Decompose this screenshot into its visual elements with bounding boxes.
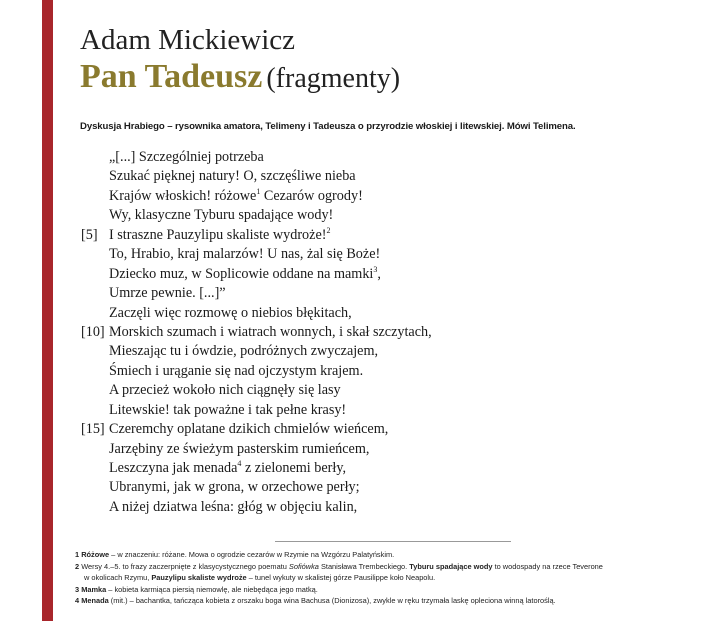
poem-line-text	[109, 206, 333, 225]
footnote-4	[75, 595, 715, 607]
margin-accent-bar	[42, 0, 53, 621]
footnote-text: – tunel wykuty w skalistej górze Pausilippe koło Neapolu.	[246, 573, 436, 582]
footnote-text: (mit.) – bachantka, tańcząca kobieta z orszaku boga wina Bachusa (Dionizosa), zwykle w ręku trzymała laskę opleciona winną latoroślą.	[108, 596, 556, 605]
poem-text: z zielonemi berły,	[241, 460, 347, 476]
poem-line-text	[109, 187, 363, 207]
poem-text: Szukać pięknej natury! O, szczęśliwe nieba	[109, 168, 356, 185]
poem-line-text	[109, 420, 388, 439]
footnote-text: Wersy 4.–5. to frazy zaczerpnięte z klasycystycznego poematu	[81, 561, 289, 571]
poem-line-text	[109, 498, 357, 517]
poem-text: Leszczyna jak menada	[109, 460, 238, 476]
footnote-1	[75, 549, 715, 561]
footnote-mark: 3	[75, 584, 80, 594]
poem-text: Wy, klasyczne Tyburu spadające wody!	[109, 207, 334, 224]
footnote-term: Menada	[81, 596, 109, 605]
poem-line-text	[109, 342, 378, 361]
poem-text: Czeremchy oplatane dzikich chmielów wieńcem,	[109, 421, 389, 438]
poem-text: „[...] Szczególniej potrzeba	[109, 149, 264, 165]
poem-line-text	[109, 226, 330, 246]
footnote-text: w okolicach Rzymu,	[84, 573, 152, 582]
footnote-2-continued	[75, 572, 715, 584]
line-number: [15]	[81, 421, 105, 438]
poem-text: Ubranymi, jak w grona, w orzechowe perły;	[109, 479, 360, 496]
poem-line-text	[109, 304, 352, 323]
poem-line-text	[109, 148, 264, 167]
footnote-text: Stanisława Trembeckiego.	[318, 561, 410, 571]
poem-text: Mieszając tu i ówdzie, podróżnych zwyczajem,	[109, 343, 379, 360]
footnote-text: to wodospady na rzece Teverone	[492, 561, 603, 571]
footnote-mark: 1	[75, 550, 80, 559]
page	[75, 0, 715, 621]
poem-text: Litewskie! tak poważne i tak pełne krasy!	[109, 401, 347, 418]
poem-line-text	[109, 401, 346, 420]
footnote-3	[75, 584, 715, 596]
poem-text: Jarzębiny ze świeżym pasterskim rumieńcem,	[109, 440, 370, 457]
poem-line-text	[109, 478, 360, 497]
poem-text: Dziecko muz, w Soplicowie oddane na mamki	[109, 265, 374, 282]
poem-line-text	[109, 440, 369, 459]
poem-text: Krajów włoskich! różowe	[109, 187, 257, 204]
poem-text: Morskich szumach i wiatrach wonnych, i skał szczytach,	[109, 323, 432, 340]
footnote-ref: 4	[237, 459, 242, 468]
poem-text: I straszne Pauzylipu skaliste wydroże!	[109, 226, 327, 243]
work-title	[80, 58, 400, 96]
footnote-term: Mamka	[81, 584, 107, 594]
footnote-ref: 1	[256, 186, 261, 196]
footnotes	[75, 549, 715, 607]
poem-line-text	[109, 323, 432, 342]
poem-line-text	[109, 459, 346, 479]
poem-line-text	[109, 362, 363, 381]
footnote-mark: 2	[75, 561, 80, 571]
poem-line-text	[109, 381, 341, 400]
poem-text: Zaczęli więc rozmowę o niebios błękitach,	[109, 304, 352, 321]
footnote-term: Pauzylipu skaliste wydroże	[151, 573, 247, 582]
title-subtitle: (fragmenty)	[266, 63, 401, 94]
intro-text: Dyskusja Hrabiego – rysownika amatora, Telimeny i Tadeusza o przyrodzie włoskiej i litewskiej. Mówi Telimena.	[80, 121, 576, 132]
title-main: Pan Tadeusz	[80, 58, 263, 95]
footnote-divider	[275, 541, 511, 542]
poem-line-text	[109, 284, 226, 303]
footnote-term: Tyburu spadające wody	[409, 561, 493, 571]
poem-text: Umrze pewnie. [...]”	[109, 285, 226, 302]
footnote-term: Różowe	[81, 550, 110, 559]
footnote-italic: Sofiówka	[288, 561, 319, 571]
poem-line-text	[109, 167, 356, 186]
footnote-text: – kobieta karmiąca piersią niemowlę, ale niebędąca jego matką.	[106, 584, 318, 594]
footnote-ref: 3	[373, 264, 378, 274]
footnote-text: – w znaczeniu: różane. Mowa o ogrodzie cezarów w Rzymie na Wzgórzu Palatyńskim.	[109, 550, 395, 559]
line-number: [5]	[81, 226, 98, 243]
poem-text: A niżej dziatwa leśna: głóg w objęciu kalin,	[109, 498, 358, 515]
poem-text: To, Hrabio, kraj malarzów! U nas, żal się Boże!	[109, 246, 381, 263]
poem-line-text	[109, 265, 381, 285]
author-name: Adam Mickiewicz	[80, 24, 296, 56]
poem-text: A przecież wokoło nich ciągnęły się lasy	[109, 382, 341, 399]
poem-text: ,	[377, 265, 381, 282]
line-number: [10]	[81, 323, 105, 340]
poem-text: Śmiech i urąganie się nad ojczystym krajem.	[109, 362, 364, 379]
footnote-mark: 4	[75, 596, 80, 605]
footnote-ref: 2	[326, 225, 331, 235]
footnote-2	[75, 561, 715, 573]
poem-line-text	[109, 245, 380, 264]
poem-text: Cezarów ogrody!	[260, 187, 363, 204]
